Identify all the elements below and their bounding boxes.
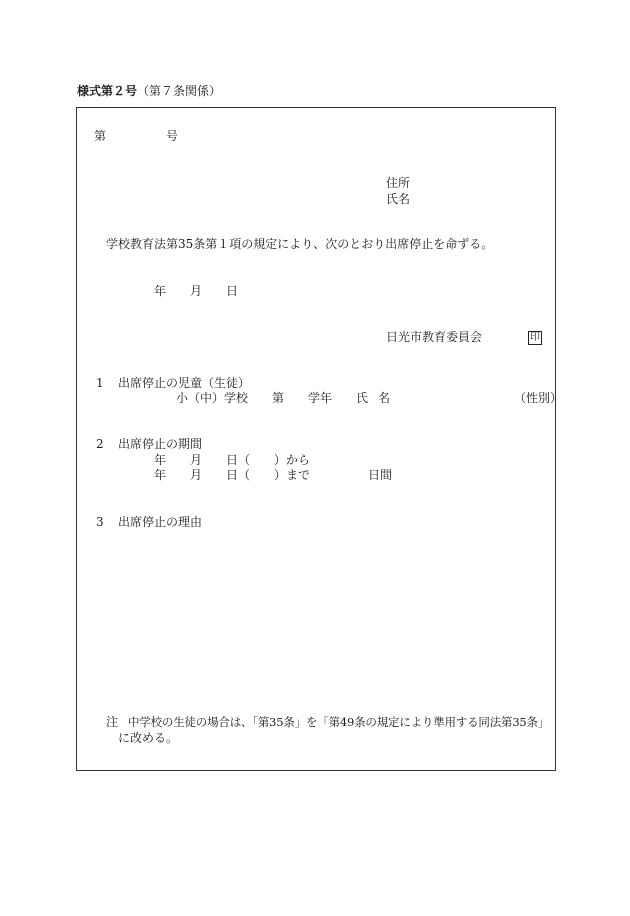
name-label: 氏名 (386, 192, 411, 206)
item2-number: 2 (96, 437, 104, 451)
item1-name-b: 名 (378, 391, 391, 405)
item2-end-day: 日（ ）まで (226, 468, 311, 482)
item1-gender: （性別） (514, 391, 563, 405)
date-day: 日 (226, 284, 239, 298)
issuer-seal (528, 329, 542, 345)
item2-start-day: 日（ ）から (226, 453, 311, 467)
item3-heading: 出席停止の理由 (118, 515, 203, 529)
item2-end-year: 年 (154, 468, 167, 482)
note-line2: に改める。 (118, 731, 179, 745)
date-month: 月 (190, 284, 203, 298)
item1-name-a: 氏 (356, 391, 369, 405)
form-reference: （第７条関係） (137, 84, 222, 98)
item2-start-year: 年 (154, 453, 167, 467)
item2-start-month: 月 (190, 453, 203, 467)
issuer-name: 日光市教育委員会 (386, 330, 483, 344)
item2-end-month: 月 (190, 468, 203, 482)
item3-number: 3 (96, 515, 104, 529)
item1-heading: 出席停止の児童（生徒） (118, 376, 251, 390)
form-title (77, 84, 221, 98)
item1-grade-suffix: 学年 (308, 391, 333, 405)
item2-days: 日間 (368, 468, 393, 482)
item1-grade-prefix: 第 (272, 391, 285, 405)
note-label: 注 (106, 715, 119, 729)
date-year: 年 (154, 284, 167, 298)
doc-number-suffix: 号 (166, 129, 179, 143)
item1-school: 小（中）学校 (176, 391, 249, 405)
doc-number-prefix: 第 (94, 129, 107, 143)
form-number: 様式第２号 (77, 84, 138, 98)
item1-number: 1 (96, 376, 104, 390)
order-text: 学校教育法第35条第１項の規定により、次のとおり出席停止を命ずる。 (106, 237, 494, 251)
seal-mark: 印 (530, 332, 540, 343)
item2-heading: 出席停止の期間 (118, 437, 203, 451)
address-label: 住所 (386, 176, 411, 190)
note-line1: 中学校の生徒の場合は、「第35条」を「第49条の規定により準用する同法第35条」 (128, 715, 550, 729)
